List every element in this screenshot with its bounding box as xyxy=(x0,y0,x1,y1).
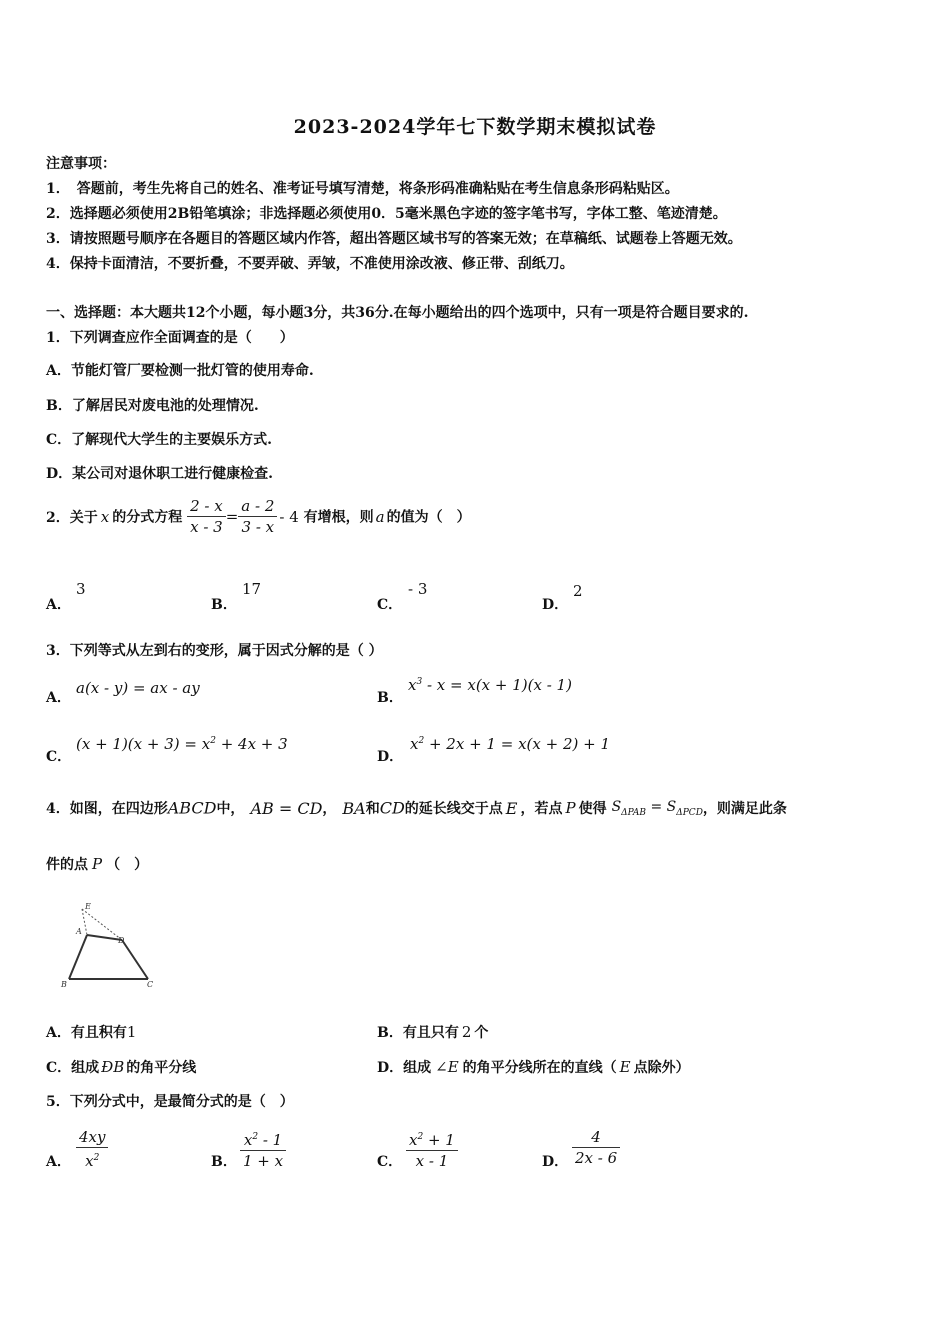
q4-opt-d-end: 点除外） xyxy=(633,1060,690,1076)
q4-opt-b-text: B．有且只有 xyxy=(377,1025,459,1041)
q2-value-d: 2 xyxy=(573,582,583,600)
q5-fraction-a xyxy=(76,1127,108,1171)
notice-item-1: 1． 答题前，考生先将自己的姓名、准考证号填写清楚，将条形码准确粘贴在考生信息条形码粘贴区。 xyxy=(46,181,679,197)
q4-eq: AB = CD xyxy=(250,798,323,818)
fig-label-a: A xyxy=(76,927,82,936)
q4-stem-line1 xyxy=(46,798,787,818)
notice-heading: 注意事项： xyxy=(46,156,116,172)
q5-c-frac xyxy=(406,1127,458,1171)
q2-f1-num: 2 - x xyxy=(187,496,226,517)
q2-tail: - 4 xyxy=(279,507,299,526)
q2-fraction-1 xyxy=(187,496,226,537)
q5-b-frac xyxy=(240,1127,286,1171)
q5-a-den-exp: 2 xyxy=(93,1153,100,1163)
q4-p1: 4．如图，在四边形 xyxy=(46,801,168,817)
q2-post1: 有增根，则 xyxy=(303,509,374,526)
q5-d-den: 2x - 6 xyxy=(575,1149,618,1167)
q4-option-c xyxy=(46,1057,196,1077)
q2-var-x: x xyxy=(100,507,110,526)
q4-option-d xyxy=(377,1057,690,1077)
q4-s1-sub: ΔPAB xyxy=(621,807,647,818)
q3-b-post: - x = x(x + 1)(x - 1) xyxy=(422,676,572,694)
q1-stem: 1．下列调查应作全面调查的是（ ） xyxy=(46,330,294,346)
q3-expr-d xyxy=(410,735,610,753)
q5-a-frac xyxy=(76,1127,108,1171)
q5-fraction-d xyxy=(572,1127,620,1168)
q5-c-num-tail: + 1 xyxy=(423,1131,455,1149)
q3-expr-c xyxy=(76,735,288,753)
q4-p2: 中， xyxy=(216,801,245,817)
q5-b-num-base: x xyxy=(243,1131,253,1149)
section-heading: 一、选择题：本大题共12个小题，每小题3分，共36分.在每小题给出的四个选项中，只有一项是符合题目要求的. xyxy=(46,305,749,321)
q4-opt-d-mid: 的角平分线所在的直线（ xyxy=(462,1060,617,1076)
q3-expr-b xyxy=(408,676,572,694)
q4-cd: CD xyxy=(379,798,405,818)
q5-b-num-tail: - 1 xyxy=(258,1131,283,1149)
fig-label-c: C xyxy=(147,980,154,989)
q3-c-post: + 4x + 3 xyxy=(215,735,288,753)
q4-p8: ，则满足此条 xyxy=(702,801,787,817)
q4-line2-end: （ ） xyxy=(106,857,149,873)
q4-opt-d-sym: ∠E xyxy=(435,1058,459,1076)
q2-eq: = xyxy=(225,507,239,526)
q5-b-num xyxy=(240,1127,286,1151)
q5-label-c: C． xyxy=(377,1154,403,1170)
q5-d-num: 4 xyxy=(572,1127,620,1148)
q2-label-a: A． xyxy=(46,597,71,613)
q4-s1: S xyxy=(611,798,622,815)
q2-label-b: B． xyxy=(211,597,237,613)
q4-p7: 使得 xyxy=(578,801,607,817)
q4-quadrilateral-figure xyxy=(55,898,165,993)
q2-value-c: - 3 xyxy=(408,580,428,598)
q2-value-b: 17 xyxy=(242,580,262,598)
q5-a-den-base: x xyxy=(85,1152,94,1170)
q1-option-b: B．了解居民对废电池的处理情况. xyxy=(46,398,259,414)
q1-option-c: C．了解现代大学生的主要娱乐方式. xyxy=(46,432,273,448)
q5-d-frac xyxy=(572,1127,620,1168)
q5-c-den: x - 1 xyxy=(415,1152,449,1170)
q2-var-a: a xyxy=(375,507,385,526)
q5-c-num xyxy=(406,1127,458,1151)
q1-option-d: D．某公司对退休职工进行健康检查. xyxy=(46,466,274,482)
q2-value-a: 3 xyxy=(76,580,86,598)
fig-side-ab xyxy=(69,935,87,979)
fig-label-b: B xyxy=(61,980,67,989)
q3-label-c: C． xyxy=(46,749,72,765)
q5-a-den xyxy=(76,1148,108,1171)
q5-c-num-exp: 2 xyxy=(417,1132,424,1142)
q4-opt-a-val: 1 xyxy=(126,1023,137,1041)
q4-opt-b-val: 2 xyxy=(461,1023,472,1041)
q4-e: E xyxy=(505,798,518,818)
fig-label-e: E xyxy=(85,902,91,911)
notice-item-3: 3．请按照题号顺序在各题目的答题区域内作答，超出答题区域书写的答案无效；在草稿纸、试题卷上答题无效。 xyxy=(46,231,742,247)
q5-b-den: 1 + x xyxy=(243,1152,284,1170)
q3-b-pre: x xyxy=(408,676,417,694)
q4-opt-b-end: 个 xyxy=(474,1025,489,1041)
q4-s2: S xyxy=(666,798,677,815)
q4-s2-sub: ΔPCD xyxy=(676,807,703,818)
q3-expr-a: a(x - y) = ax - ay xyxy=(76,679,200,697)
q5-stem: 5．下列分式中，是最简分式的是（ ） xyxy=(46,1094,294,1110)
q4-opt-c-end: 的角平分线 xyxy=(126,1060,197,1076)
q2-f1-den: x - 3 xyxy=(190,518,223,536)
q4-option-a xyxy=(46,1022,136,1042)
q4-line2-p: P xyxy=(92,855,103,873)
q2-stem xyxy=(46,496,471,537)
q5-label-a: A． xyxy=(46,1154,71,1170)
q5-label-b: B． xyxy=(211,1154,237,1170)
q2-fraction-2 xyxy=(238,496,277,537)
q2-mid: 的分式方程 xyxy=(112,509,183,526)
q5-label-d: D． xyxy=(542,1154,569,1170)
q4-opt-d-text: D．组成 xyxy=(377,1060,432,1076)
q3-stem: 3．下列等式从左到右的变形，属于因式分解的是（ ） xyxy=(46,643,383,659)
q4-ba: BA xyxy=(342,798,366,818)
q5-fraction-b xyxy=(240,1127,286,1171)
q4-opt-c-sym: ÐB xyxy=(101,1058,125,1076)
q2-label-d: D． xyxy=(542,597,569,613)
fig-side-dc xyxy=(122,940,148,979)
q4-opt-c-text: C．组成 xyxy=(46,1060,100,1076)
q4-line2: 件的点 xyxy=(46,857,88,873)
q3-c-exp: 2 xyxy=(210,736,216,746)
q2-post2: 的值为（ ） xyxy=(386,509,471,526)
q5-c-num-base: x xyxy=(409,1131,418,1149)
q3-c-pre: (x + 1)(x + 3) = x xyxy=(76,735,211,753)
q3-d-post: + 2x + 1 = x(x + 2) + 1 xyxy=(424,735,610,753)
q4-p5: 的延长线交于点 xyxy=(404,801,503,817)
q2-pre: 2．关于 xyxy=(46,509,98,526)
q4-abcd: ABCD xyxy=(167,798,217,818)
notice-item-2: 2．选择题必须使用2B铅笔填涂；非选择题必须使用0．5毫米黑色字迹的签字笔书写，字体工整、笔迹清楚。 xyxy=(46,206,727,222)
fig-side-ad xyxy=(87,935,122,940)
q1-option-a: A．节能灯管厂要检测一批灯管的使用寿命. xyxy=(46,363,314,379)
notice-item-4: 4．保持卡面清洁，不要折叠，不要弄破、弄皱，不准使用涂改液、修正带、刮纸刀。 xyxy=(46,256,574,272)
q4-p: P xyxy=(565,799,576,817)
page-title: 2023-2024学年七下数学期末模拟试卷 xyxy=(293,116,657,138)
q5-fraction-c xyxy=(406,1127,458,1171)
q2-f2-den: 3 - x xyxy=(241,518,275,536)
q2-f2-num: a - 2 xyxy=(238,496,277,517)
q5-b-num-exp: 2 xyxy=(252,1132,259,1142)
q5-a-num: 4xy xyxy=(76,1127,108,1148)
q4-area-eq xyxy=(611,798,703,818)
q4-opt-a-text: A．有且积有 xyxy=(46,1025,127,1041)
q3-b-exp: 3 xyxy=(416,677,423,687)
q2-label-c: C． xyxy=(377,597,403,613)
q3-d-exp: 2 xyxy=(418,736,425,746)
q3-label-d: D． xyxy=(377,749,404,765)
q4-stem-line2 xyxy=(46,854,148,874)
q4-opt-d-e: E xyxy=(619,1058,631,1076)
q4-option-b xyxy=(377,1022,488,1042)
q4-p6: ，若点 xyxy=(520,801,563,817)
q4-seq: = xyxy=(646,798,667,815)
fig-label-d: D xyxy=(118,936,125,945)
q3-d-pre: x xyxy=(410,735,419,753)
q4-p4: 和 xyxy=(365,801,380,817)
q3-label-b: B． xyxy=(377,690,403,706)
q3-label-a: A． xyxy=(46,690,71,706)
q4-p3: ， xyxy=(322,801,337,817)
